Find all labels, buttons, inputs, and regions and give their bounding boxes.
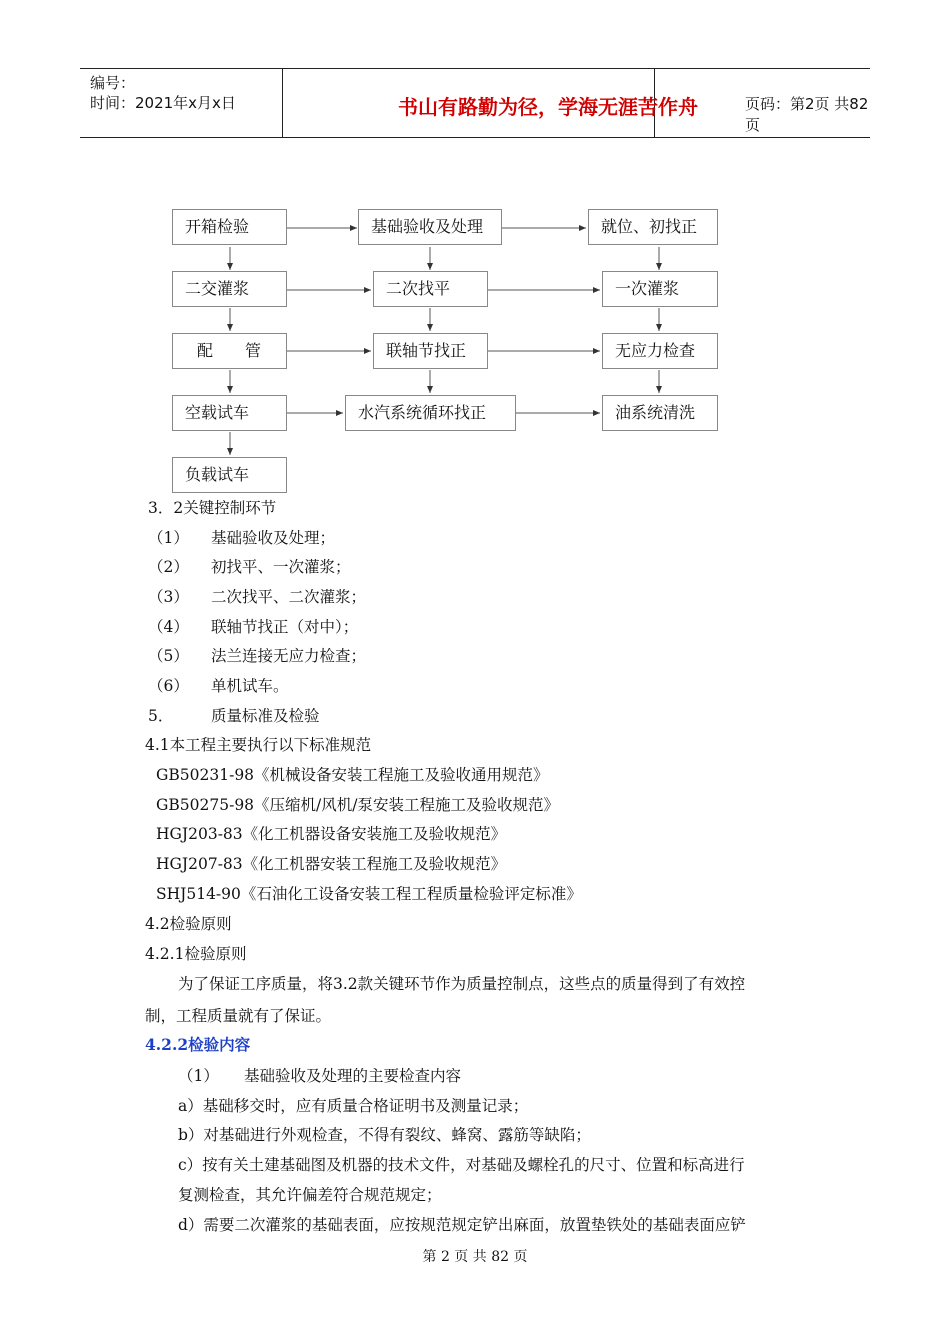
serial-label: 编号： (90, 74, 136, 92)
flow-box-open-inspection: 开箱检验 (172, 209, 287, 245)
flow-box-second-level: 二次找平 (373, 271, 488, 307)
paragraph-line: 制，工程质量就有了保证。 (145, 1007, 332, 1025)
standard-item: GB50231-98《机械设备安装工程施工及验收通用规范》 (156, 766, 549, 784)
paragraph-line: 为了保证工序质量，将3.2款关键环节作为质量控制点，这些点的质量得到了有效控 (178, 975, 746, 993)
standard-item: SHJ514-90《石油化工设备安装工程工程质量检验评定标准》 (156, 885, 582, 903)
flow-box-stress-check: 无应力检查 (602, 333, 718, 369)
check-item-c-continued: 复测检查，其允许偏差符合规范规定； (178, 1186, 442, 1204)
list-item-num: （1） (148, 529, 189, 547)
list-item-num: （2） (148, 558, 189, 576)
flow-box-water-steam: 水汽系统循环找正 (345, 395, 516, 431)
list-item-text: 基础验收及处理； (211, 529, 336, 547)
flow-box-piping: 配 管 (172, 333, 287, 369)
flowchart-arrows (0, 0, 950, 520)
header-page-info: 页码：第2页 共82页 (745, 95, 869, 134)
list-item-text: 单机试车。 (211, 677, 289, 695)
section-4-2-title: 4.2检验原则 (145, 915, 232, 933)
list-item-text: 二次找平、二次灌浆； (211, 588, 367, 606)
list-item-text: 法兰连接无应力检查； (211, 647, 367, 665)
standard-item: GB50275-98《压缩机/风机/泵安装工程施工及验收规范》 (156, 796, 559, 814)
check-item-c: c）按有关土建基础图及机器的技术文件，对基础及螺栓孔的尺寸、位置和标高进行 (178, 1156, 745, 1174)
sub-item-text: 基础验收及处理的主要检查内容 (244, 1067, 462, 1085)
flow-box-oil-clean: 油系统清洗 (602, 395, 718, 431)
check-item-b: b）对基础进行外观检查，不得有裂纹、蜂窝、露筋等缺陷； (178, 1126, 591, 1144)
list-item-num: （3） (148, 588, 189, 606)
standard-item: HGJ203-83《化工机器设备安装施工及验收规范》 (156, 825, 507, 843)
flow-box-no-load-test: 空载试车 (172, 395, 287, 431)
section-4-1-title: 4.1本工程主要执行以下标准规范 (145, 736, 372, 754)
section-4-2-2-title: 4.2.2检验内容 (145, 1035, 251, 1054)
list-item-num: （6） (148, 677, 189, 695)
check-item-a: a）基础移交时，应有质量合格证明书及测量记录； (178, 1097, 529, 1115)
page-footer: 第 2 页 共 82 页 (422, 1249, 528, 1265)
list-item-num: （4） (148, 618, 189, 636)
section-5-number: 5． (148, 707, 174, 725)
flow-box-second-grout: 二交灌浆 (172, 271, 287, 307)
list-item-text: 初找平、一次灌浆； (211, 558, 351, 576)
sub-item-num: （1） (178, 1067, 219, 1085)
flow-box-load-test: 负载试车 (172, 457, 287, 493)
flow-box-foundation: 基础验收及处理 (358, 209, 502, 245)
list-item-text: 联轴节找正（对中）； (211, 618, 359, 636)
flow-box-coupling-align: 联轴节找正 (373, 333, 488, 369)
flow-box-positioning: 就位、初找正 (588, 209, 718, 245)
flow-box-first-grout: 一次灌浆 (602, 271, 718, 307)
list-item-num: （5） (148, 647, 189, 665)
date-line: 时间：2021年x月x日 (90, 94, 236, 112)
section-5-title: 质量标准及检验 (211, 707, 320, 725)
header-motto: 书山有路勤为径，学海无涯苦作舟 (398, 95, 698, 119)
section-3-2-title: 3．2关键控制环节 (148, 499, 277, 517)
check-item-d: d）需要二次灌浆的基础表面，应按规范规定铲出麻面，放置垫铁处的基础表面应铲 (178, 1216, 746, 1234)
standard-item: HGJ207-83《化工机器安装工程施工及验收规范》 (156, 855, 507, 873)
section-4-2-1-title: 4.2.1检验原则 (145, 945, 247, 963)
